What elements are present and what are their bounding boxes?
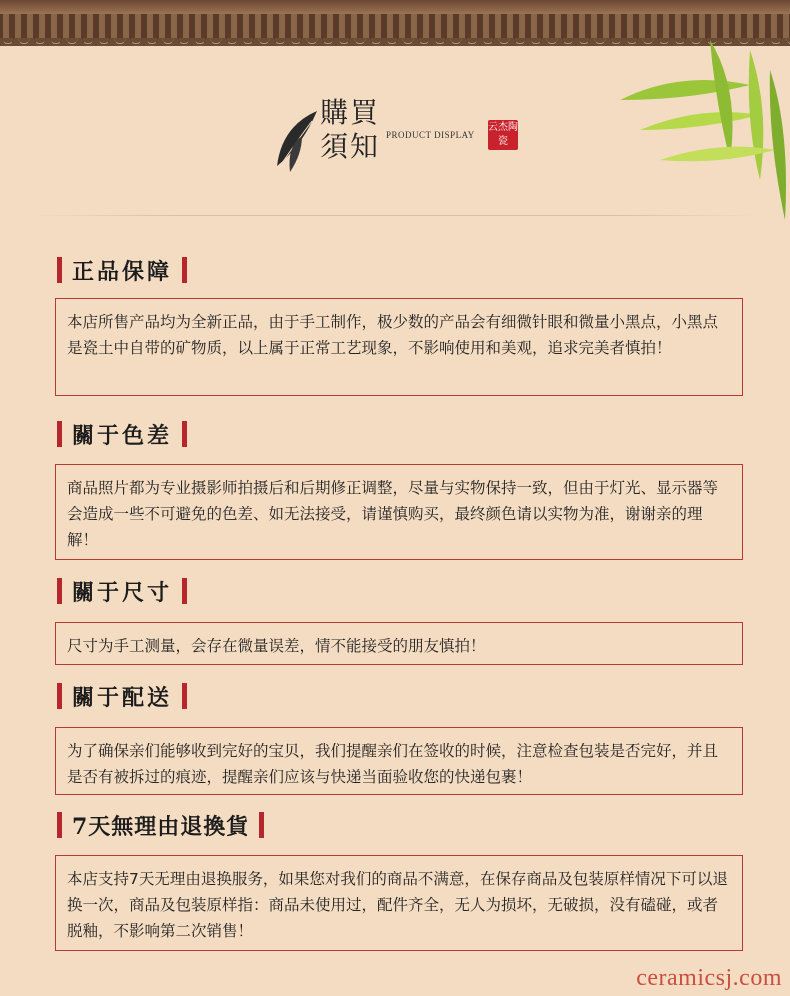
- bamboo-leaves-decoration: [600, 30, 790, 230]
- section-body-delivery: 为了确保亲们能够收到完好的宝贝，我们提醒亲们在签收的时候，注意检查包装是否完好，并且是否有被拆过的痕迹，提醒亲们应该与快递当面验收您的快递包裹！: [55, 727, 743, 795]
- section-heading-authentic: 正品保障: [57, 255, 187, 285]
- leaf-icon: [272, 106, 322, 176]
- section-body-color-difference: 商品照片都为专业摄影师拍摄后和后期修正调整，尽量与实物保持一致，但由于灯光、显示器等会造成一些不可避免的色差、如无法接受，请谨慎购买，最终颜色请以实物为准，谢谢亲的理解！: [55, 464, 743, 560]
- watermark: ceramicsj.com: [636, 965, 782, 991]
- section-heading-delivery: 關于配送: [57, 681, 187, 711]
- heading-bar-right: [182, 257, 187, 283]
- page-subtitle: PRODUCT DISPLAY: [386, 130, 475, 140]
- page-title: 購買 須知: [320, 96, 381, 163]
- section-heading-returns: 7天無理由退換貨: [57, 810, 264, 840]
- section-body-returns: 本店支持7天无理由退换服务，如果您对我们的商品不满意，在保存商品及包装原样情况下可以退换一次，商品及包装原样指：商品未使用过，配件齐全，无人为损坏，无破损，没有磕碰，或者脱釉，不影响第二次销售！: [55, 855, 743, 951]
- seal-stamp: 云杰陶瓷: [488, 120, 518, 150]
- header-divider: [30, 215, 760, 216]
- page-header-logo: [272, 96, 532, 196]
- section-body-authentic: 本店所售产品均为全新正品，由于手工制作，极少数的产品会有细微针眼和微量小黑点，小黑点是瓷土中自带的矿物质，以上属于正常工艺现象，不影响使用和美观，追求完美者慎拍！: [55, 298, 743, 396]
- section-heading-size: 關于尺寸: [57, 576, 187, 606]
- section-heading-color-difference: 關于色差: [57, 419, 187, 449]
- section-body-size: 尺寸为手工测量，会存在微量误差，情不能接受的朋友慎拍！: [55, 622, 743, 665]
